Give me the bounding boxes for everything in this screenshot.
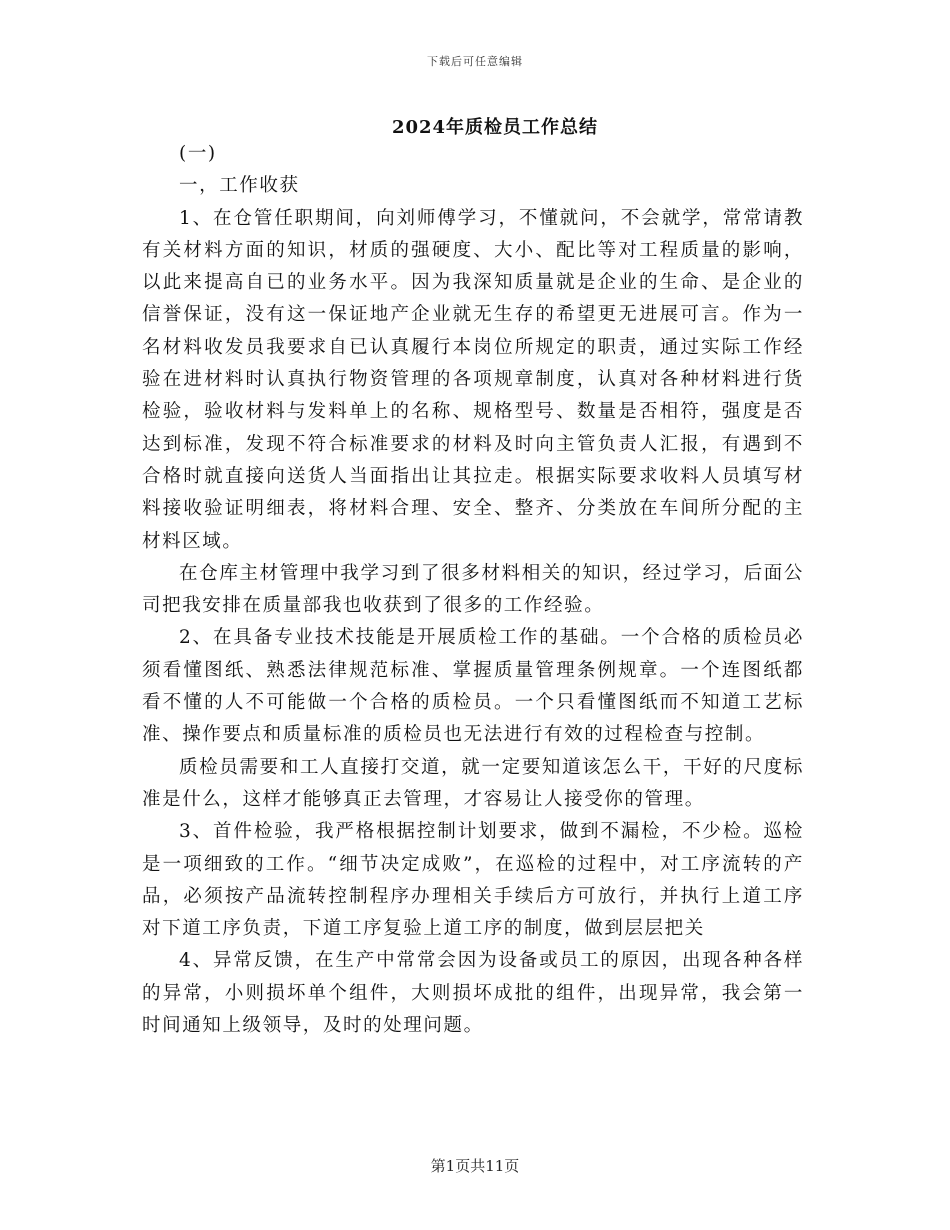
document-title: 2024年质检员工作总结	[391, 117, 599, 138]
paragraph: 在仓库主材管理中我学习到了很多材料相关的知识，经过学习，后面公司把我安排在质量部我也收获到了很多的工作经验。	[142, 562, 804, 617]
document-body	[142, 138, 804, 1042]
paragraph: 1、在仓管任职期间，向刘师傅学习，不懂就问，不会就学，常常请教有关材料方面的知识，材质的强硬度、大小、配比等对工程质量的影响，以此来提高自已的业务水平。因为我深知质量就是企业的生命、是企业的信誉保证，没有这一保证地产企业就无生存的希望更无进展可言。作为一名材料收发员我要求自已认真履行本岗位所规定的职责，通过实际工作经验在进材料时认真执行物资管理的各项规章制度，认真对各种材料进行货检验，验收材料与发料单上的名称、规格型号、数量是否相符，强度是否达到标准，发现不符合标准要求的材料及时向主管负责人汇报，有遇到不合格时就直接向送货人当面指出让其拉走。根据实际要求收料人员填写材料接收验证明细表，将材料合理、安全、整齐、分类放在车间所分配的主材料区域。	[142, 207, 804, 552]
download-note: 下载后可任意编辑	[427, 55, 523, 68]
paragraph: 2、在具备专业技术技能是开展质检工作的基础。一个合格的质检员必须看懂图纸、熟悉法律规范标准、掌握质量管理条例规章。一个连图纸都看不懂的人不可能做一个合格的质检员。一个只看懂图纸而不知道工艺标准、操作要点和质量标准的质检员也无法进行有效的过程检查与控制。	[142, 627, 804, 746]
paragraph: 4、异常反馈，在生产中常常会因为设备或员工的原因，出现各种各样的异常，小则损坏单个组件，大则损坏成批的组件，出现异常，我会第一时间通知上级领导，及时的处理问题。	[142, 950, 804, 1037]
page-number: 第1页共11页	[430, 1157, 520, 1175]
paragraph: 质检员需要和工人直接打交道，就一定要知道该怎么干，干好的尺度标准是什么，这样才能够真正去管理，才容易让人接受你的管理。	[142, 756, 804, 810]
section-number: (一)	[179, 143, 217, 164]
paragraph: 3、首件检验，我严格根据控制计划要求，做到不漏检，不少检。巡检是一项细致的工作。“细节决定成败”，在巡检的过程中，对工序流转的产品，必须按产品流转控制程序办理相关手续后方可放行，并执行上道工序对下道工序负责，下道工序复验上道工序的制度，做到层层把关	[142, 821, 804, 940]
section-heading: 一，工作收获	[179, 175, 300, 197]
